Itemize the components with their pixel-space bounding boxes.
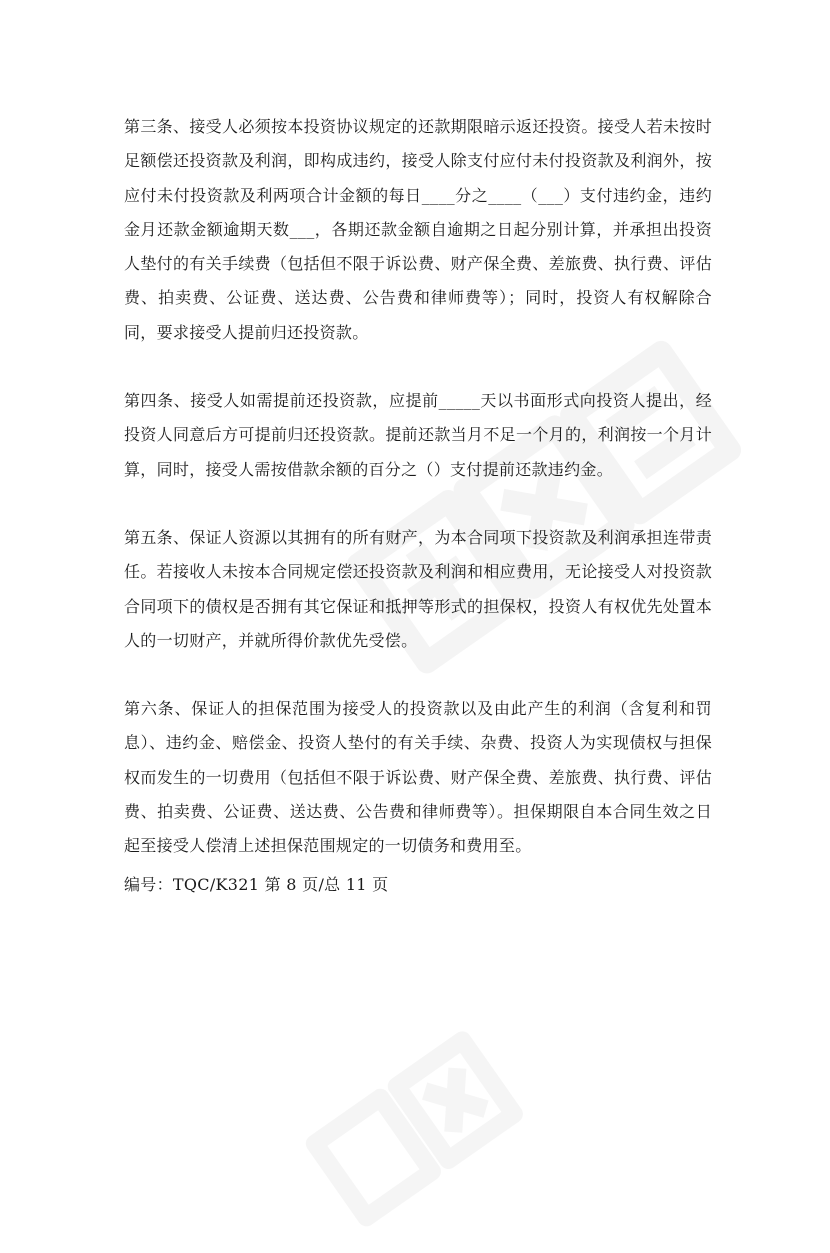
paragraph-spacer [124,658,712,692]
watermark-fragment-icon [287,967,613,1253]
paragraph-spacer [124,350,712,384]
paragraph-spacer [124,487,712,521]
article-6-paragraph: 第六条、保证人的担保范围为接受人的投资款以及由此产生的利润（含复利和罚息）、违约金、赔偿金、投资人垫付的有关手续、杂费、投资人为实现债权与担保权而发生的一切费用（包括但不限于诉讼费、财产保全费、差旅费、执行费、评估费、拍卖费、公证费、送达费、公告费和律师费等）。担保期限自本合同生效之日起至接受人偿清上述担保范围规定的一切债务和费用至。 [124,699,712,856]
article-5-paragraph: 第五条、保证人资源以其拥有的所有财产，为本合同项下投资款及利润承担连带责任。若接收人未按本合同规定偿还投资款及利润和相应费用，无论接受人对投资款合同项下的债权是否拥有其它保证和抵押等形式的担保权，投资人有权优先处置本人的一切财产，并就所得价款优先受偿。 [124,527,712,650]
page-footer-number: 编号：TQC/K321 第 8 页/总 11 页 [124,874,389,894]
document-body [124,110,712,902]
article-3-paragraph: 第三条、接受人必须按本投资协议规定的还款期限暗示返还投资。接受人若未按时足额偿还投资款及利润，即构成违约，接受人除支付应付未付投资款及利润外，按应付未付投资款及利两项合计金额的每日____分之____（___）支付违约金，违约金月还款金额逾期天数___，各期还款金额自逾期之日起分别计算，并承担出投资人垫付的有关手续费（包括但不限于诉讼费、财产保全费、差旅费、执行费、评估费、拍卖费、公证费、送达费、公告费和律师费等）；同时，投资人有权解除合同，要求接受人提前归还投资款。 [124,117,712,342]
article-4-paragraph: 第四条、接受人如需提前还投资款，应提前_____天以书面形式向投资人提出，经投资人同意后方可提前归还投资款。提前还款当月不足一个月的，利润按一个月计算，同时，接受人需按借款余额的百分之（）支付提前还款违约金。 [124,391,712,479]
